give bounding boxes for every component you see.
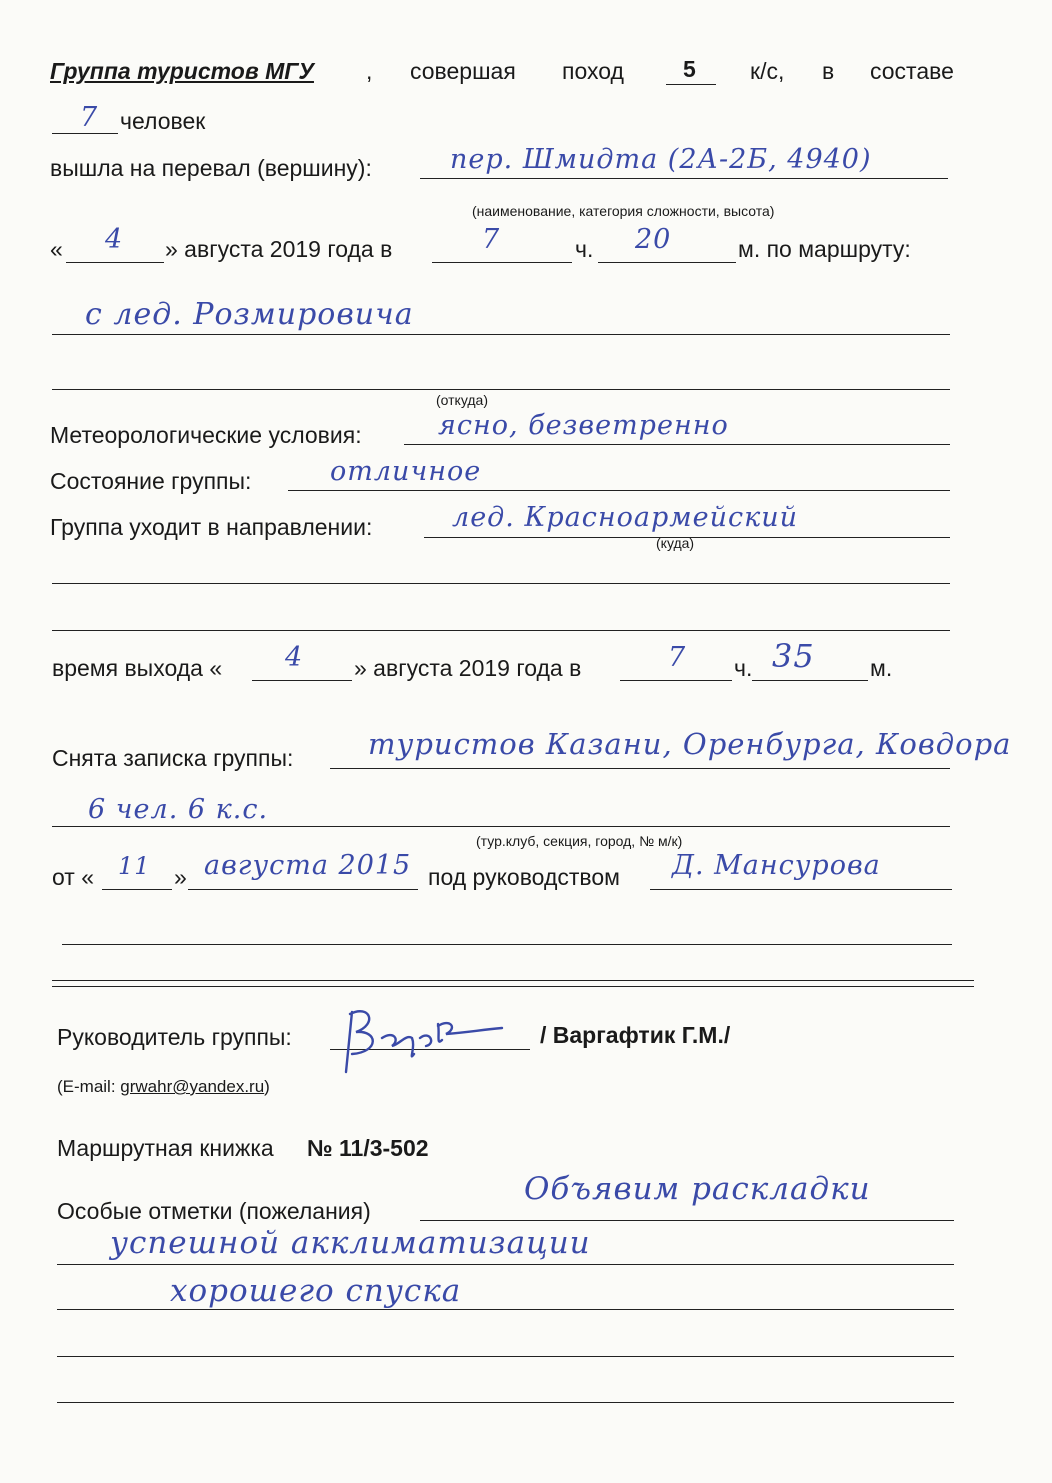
book-number: № 11/3-502 <box>307 1135 429 1161</box>
note-leader-line <box>650 889 952 890</box>
pass-label: вышла на перевал (вершину): <box>50 155 372 181</box>
leader-signature <box>330 994 530 1084</box>
direction-line-2 <box>52 583 950 584</box>
double-rule-top <box>52 980 974 981</box>
from-date-label: от « <box>52 864 95 890</box>
notes-label: Особые отметки (пожелания) <box>57 1198 371 1224</box>
email-suffix: ) <box>264 1077 270 1096</box>
note-taken-value-2: 6 чел. 6 к.с. <box>88 794 269 825</box>
hour-label: ч. <box>575 236 594 262</box>
from-hint: (откуда) <box>436 392 488 408</box>
note-taken-line <box>330 768 950 769</box>
departure-h-label: ч. <box>734 655 753 681</box>
note-date-line <box>188 889 418 890</box>
pass-hint: (наименование, категория сложности, высота) <box>472 203 775 219</box>
leadership-label: под руководством <box>428 864 620 890</box>
departure-m-label: м. <box>870 655 893 681</box>
note-taken-label: Снята записка группы: <box>52 745 294 771</box>
notes-line-2 <box>57 1264 954 1265</box>
note-day: 11 <box>118 852 151 880</box>
from-value: с лед. Розмировича <box>85 297 414 332</box>
leader-name: / Варгафтик Г.М./ <box>540 1022 731 1048</box>
route-label: м. по маршруту: <box>738 236 911 262</box>
arrival-min-line <box>598 262 736 263</box>
people-label: человек <box>120 108 206 134</box>
note-taken-hint: (тур.клуб, секция, город, № м/к) <box>476 833 683 849</box>
notes-line-4 <box>57 1356 954 1357</box>
email-line <box>57 1078 270 1095</box>
weather-line <box>404 444 950 445</box>
from-line-2 <box>52 389 950 390</box>
state-value: отличное <box>330 456 482 487</box>
email-prefix: (E-mail: <box>57 1077 121 1096</box>
departure-min-line <box>752 680 868 681</box>
group-name: Группа туристов МГУ <box>50 58 314 84</box>
notes-line1: Объявим раскладки <box>524 1171 871 1207</box>
arrival-day: 4 <box>105 224 124 255</box>
notes-line2: успешной акклиматизации <box>110 1225 591 1261</box>
word-making: совершая <box>410 58 516 84</box>
departure-min: 35 <box>772 637 815 675</box>
from-line-1 <box>52 334 950 335</box>
direction-label: Группа уходит в направлении: <box>50 514 373 540</box>
departure-day-line <box>252 680 352 681</box>
note-leader: Д. Мансурова <box>672 850 881 881</box>
direction-value: лед. Красноармейский <box>452 502 799 533</box>
pass-line <box>420 178 948 179</box>
word-ks: к/с, <box>750 58 785 84</box>
people-count: 7 <box>80 102 99 133</box>
trip-category: 5 <box>683 56 696 82</box>
notes-line-3 <box>57 1309 954 1310</box>
pass-value: пер. Шмидта (2А-2Б, 4940) <box>450 144 872 175</box>
arrival-day-line <box>66 262 164 263</box>
word-trip: поход <box>562 58 624 84</box>
blank-line <box>62 944 952 945</box>
note-taken-value: туристов Казани, Оренбурга, Ковдора <box>368 727 1012 761</box>
weather-label: Метеорологические условия: <box>50 422 362 448</box>
departure-label: время выхода « <box>52 655 223 681</box>
direction-line-3 <box>52 630 950 631</box>
word-composition: составе <box>870 58 954 84</box>
notes-line-5 <box>57 1402 954 1403</box>
state-line <box>288 490 950 491</box>
arrival-date-text: » августа 2019 года в <box>165 236 393 262</box>
note-day-line <box>102 889 172 890</box>
book-label: Маршрутная книжка <box>57 1135 274 1161</box>
comma: , <box>366 58 373 84</box>
direction-hint: (куда) <box>656 535 695 551</box>
state-label: Состояние группы: <box>50 468 252 494</box>
leader-label: Руководитель группы: <box>57 1024 292 1050</box>
notes-line3: хорошего спуска <box>170 1273 462 1309</box>
category-underline <box>666 84 716 85</box>
double-rule-bottom <box>52 986 974 987</box>
note-taken-line-2 <box>52 826 950 827</box>
email-address[interactable]: grwahr@yandex.ru <box>120 1077 265 1096</box>
arrival-hour: 7 <box>482 224 501 255</box>
notes-line-1 <box>420 1220 954 1221</box>
arrival-hour-line <box>432 262 572 263</box>
departure-day: 4 <box>285 642 304 673</box>
departure-hour: 7 <box>668 642 687 673</box>
word-in: в <box>822 58 835 84</box>
departure-hour-line <box>620 680 732 681</box>
note-close-quote: » <box>174 864 187 890</box>
date-open-quote: « <box>50 236 63 262</box>
arrival-min: 20 <box>635 224 672 255</box>
weather-value: ясно, безветренно <box>438 410 729 441</box>
count-line <box>52 133 118 134</box>
departure-date-text: » августа 2019 года в <box>354 655 582 681</box>
note-date: августа 2015 <box>204 850 412 881</box>
